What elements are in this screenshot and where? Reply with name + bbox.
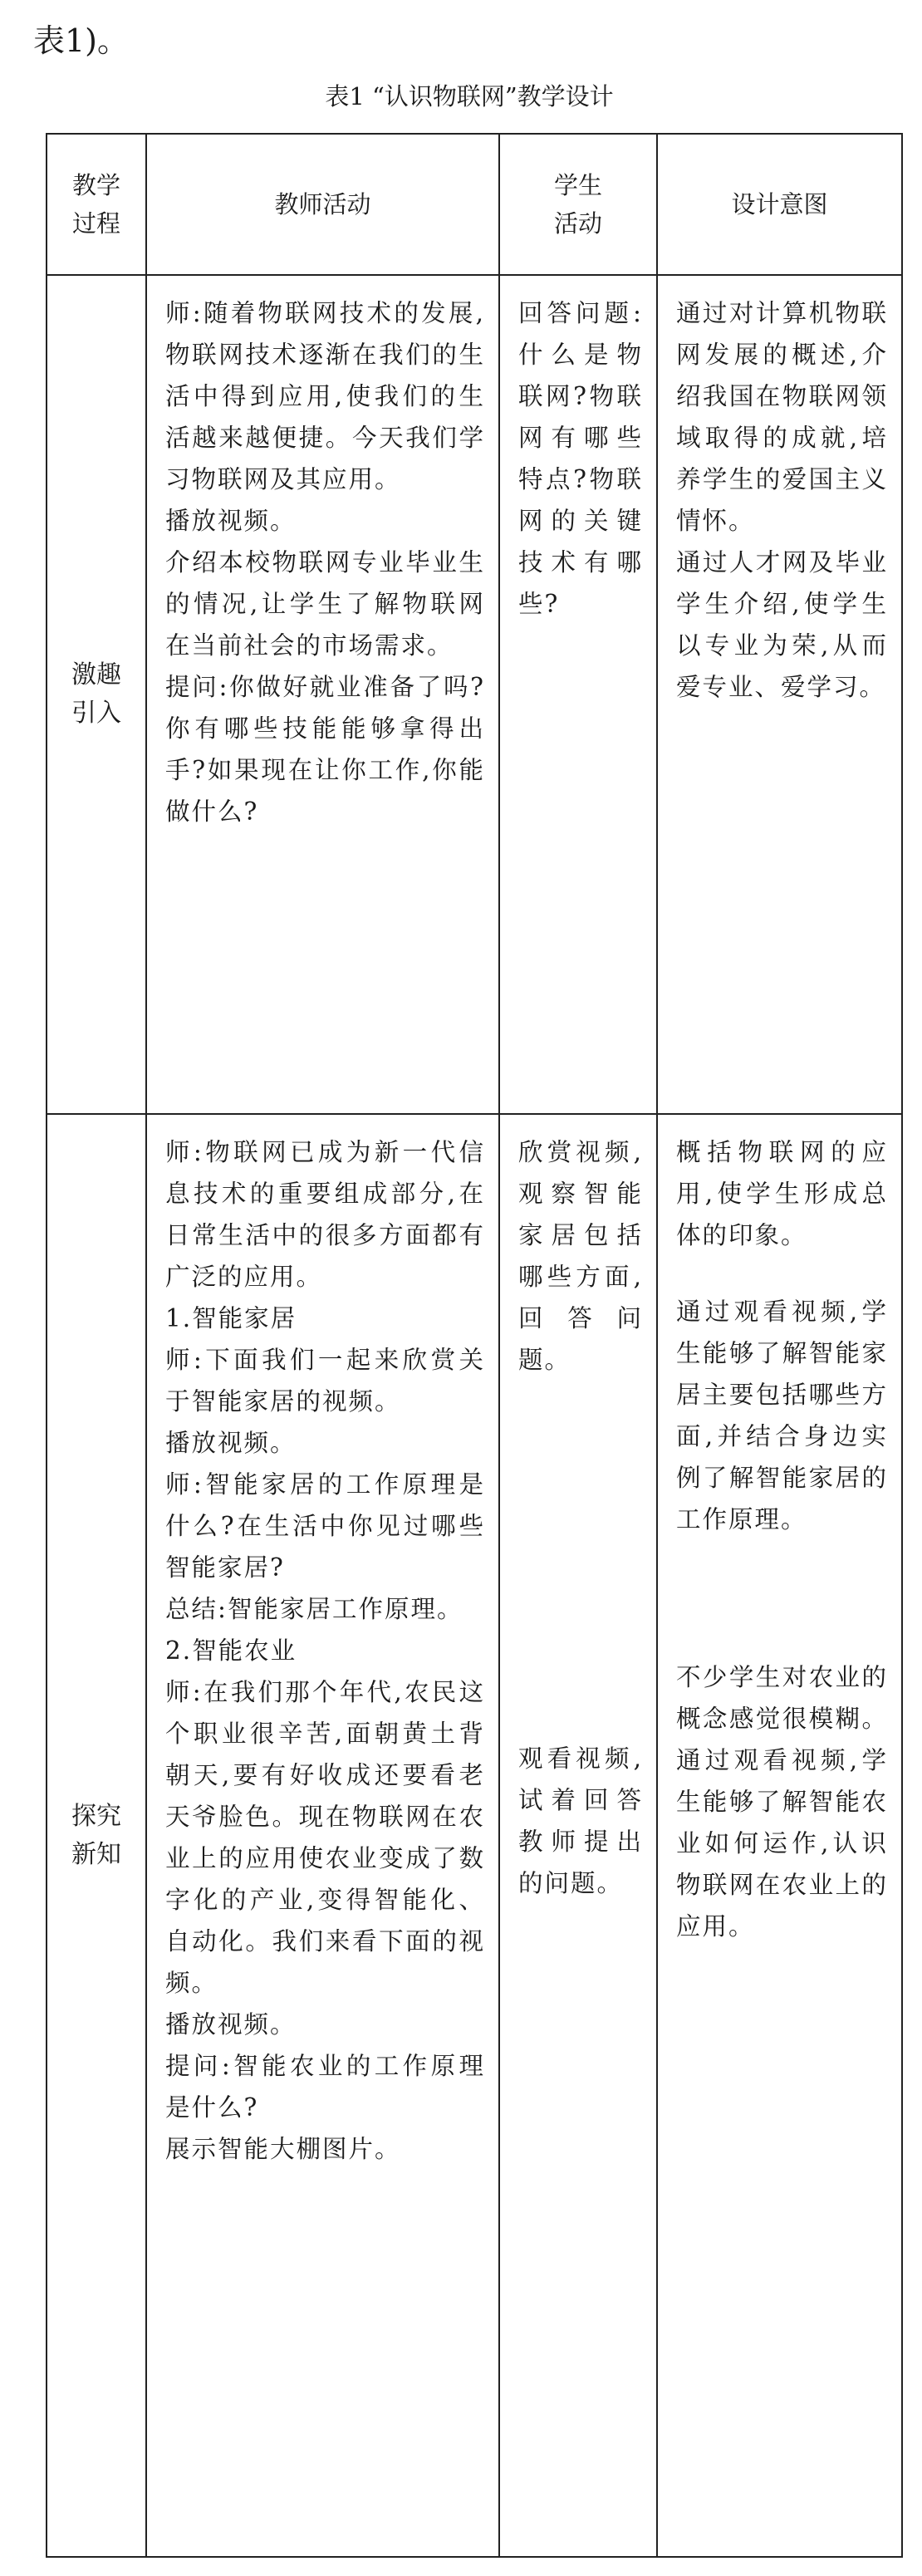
teacher-line: 播放视频。 xyxy=(165,507,297,535)
header-student-activity: 学生 活动 xyxy=(499,134,657,275)
teacher-line: 师:物联网已成为新一代信息技术的重要组成部分,在日常生活中的很多方面都有广泛的应用。 xyxy=(165,1138,485,1291)
stage-cell: 激趣 引入 xyxy=(47,275,146,1114)
intent-line: 不少学生对农业的概念感觉很模糊。通过观看视频,学生能够了解智能农业如何运作,认识物联网在农业上的应用。 xyxy=(676,1663,888,1941)
teacher-line: 师:智能家居的工作原理是什么?在生活中你见过哪些智能家居? xyxy=(165,1470,485,1582)
teacher-line: 播放视频。 xyxy=(165,2010,297,2039)
intent-line: 通过人才网及毕业学生介绍,使学生以专业为荣,从而爱专业、爱学习。 xyxy=(676,548,888,701)
teacher-activity-cell xyxy=(146,1114,499,2557)
teacher-line: 师:随着物联网技术的发展,物联网技术逐渐在我们的生活中得到应用,使我们的生活越来越便捷。今天我们学习物联网及其应用。 xyxy=(165,299,485,493)
design-intent-cell xyxy=(657,275,902,1114)
intent-line: 通过对计算机物联网发展的概述,介绍我国在物联网领域取得的成就,培养学生的爱国主义情怀。 xyxy=(676,299,888,535)
teaching-design-table xyxy=(46,133,903,2558)
student-line: 观看视频,试着回答教师提出的问题。 xyxy=(518,1744,643,1897)
intent-line: 通过观看视频,学生能够了解智能家居主要包括哪些方面,并结合身边实例了解智能家居的工作原理。 xyxy=(676,1298,888,1533)
student-line: 欣赏视频,观察智能家居包括哪些方面,回答问题。 xyxy=(518,1138,643,1374)
header-design-intent: 设计意图 xyxy=(657,134,902,275)
student-activity-cell xyxy=(499,275,657,1114)
header-stage: 教学 过程 xyxy=(47,134,146,275)
table-row xyxy=(47,1114,902,2557)
teacher-line: 师:在我们那个年代,农民这个职业很辛苦,面朝黄土背朝天,要有好收成还要看老天爷脸色。现在物联网在农业上的应用使农业变成了数字化的产业,变得智能化、自动化。我们来看下面的视频。 xyxy=(165,1678,485,1997)
lead-text: 表1)。 xyxy=(33,22,130,59)
teacher-line: 2.智能农业 xyxy=(165,1636,297,1665)
intent-line: 概括物联网的应用,使学生形成总体的印象。 xyxy=(676,1138,888,1249)
table-row xyxy=(47,275,902,1114)
teacher-activity-cell xyxy=(146,275,499,1114)
stage-cell: 探究 新知 xyxy=(47,1114,146,2557)
student-activity-cell xyxy=(499,1114,657,2557)
teacher-line: 介绍本校物联网专业毕业生的情况,让学生了解物联网在当前社会的市场需求。 xyxy=(165,548,485,660)
teacher-line: 提问:智能农业的工作原理是什么? xyxy=(165,2052,485,2122)
teacher-line: 1.智能家居 xyxy=(165,1304,297,1332)
student-line: 回答问题:什么是物联网?物联网有哪些特点?物联网的关键技术有哪些? xyxy=(518,299,643,618)
teacher-line: 提问:你做好就业准备了吗?你有哪些技能能够拿得出手?如果现在让你工作,你能做什么? xyxy=(165,673,485,826)
teacher-line: 展示智能大棚图片。 xyxy=(165,2135,401,2163)
header-teacher-activity: 教师活动 xyxy=(146,134,499,275)
table-header-row xyxy=(47,134,902,275)
teacher-line: 师:下面我们一起来欣赏关于智能家居的视频。 xyxy=(165,1346,485,1416)
teacher-line: 播放视频。 xyxy=(165,1429,297,1457)
teacher-line: 总结:智能家居工作原理。 xyxy=(165,1595,463,1623)
table-caption: 表1 “认识物联网”教学设计 xyxy=(325,82,614,110)
design-intent-cell xyxy=(657,1114,902,2557)
